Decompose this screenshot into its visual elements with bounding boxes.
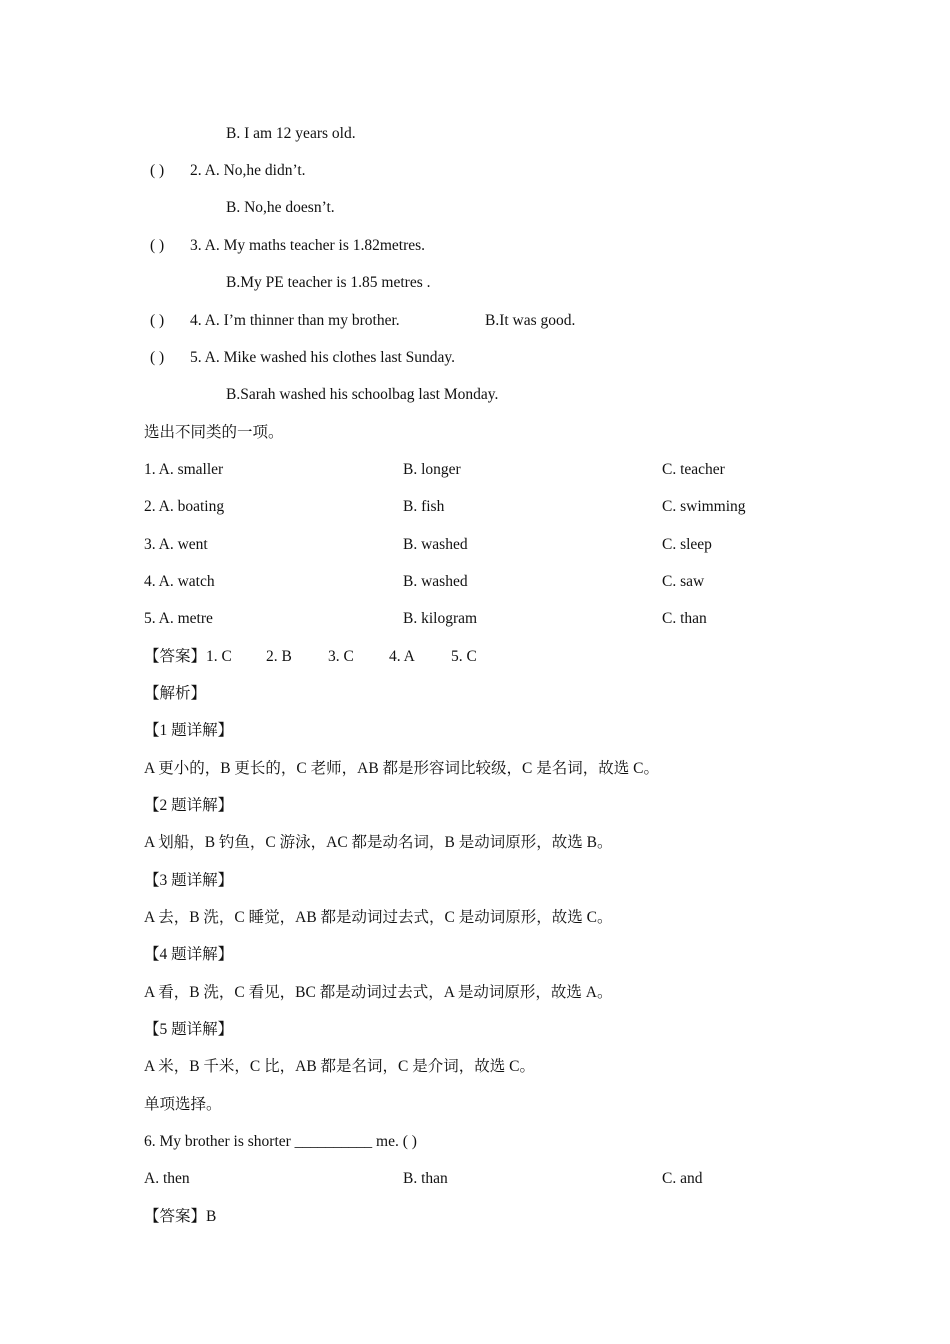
answer-4: 4. A [389, 648, 415, 665]
answer-5: 5. C [451, 648, 477, 665]
odd-q2-option-a: 2. A. boating [144, 498, 225, 515]
q3-option-a: 3. A. My maths teacher is 1.82metres. [190, 237, 426, 254]
odd-q2-option-c: C. swimming [662, 498, 746, 515]
odd-answer-line [144, 647, 477, 667]
detail-2-text: A 划船，B 钓鱼，C 游泳，AC 都是动名词，B 是动词原形，故选 B。 [144, 834, 613, 851]
q6-option-a: A. then [144, 1170, 190, 1187]
detail-5-text: A 米，B 千米，C 比，AB 都是名词，C 是介词，故选 C。 [144, 1058, 535, 1075]
q6-stem: 6. My brother is shorter __________ me. ( ) [144, 1133, 417, 1150]
odd-q3-option-b: B. washed [403, 536, 468, 553]
q4-option-a: 4. A. I’m thinner than my brother. [190, 312, 400, 329]
detail-4-text: A 看，B 洗，C 看见，BC 都是动词过去式，A 是动词原形，故选 A。 [144, 984, 613, 1001]
section-heading-single-choice: 单项选择。 [144, 1096, 222, 1113]
detail-3-text: A 去，B 洗，C 睡觉，AB 都是动词过去式，C 是动词原形，故选 C。 [144, 909, 613, 926]
q6-answer: 【答案】B [144, 1208, 217, 1225]
odd-q3-option-a: 3. A. went [144, 536, 208, 553]
detail-1-title: 【1 题详解】 [144, 722, 234, 739]
q6-option-b: B. than [403, 1170, 448, 1187]
odd-q1-option-c: C. teacher [662, 461, 725, 478]
q5-option-a: 5. A. Mike washed his clothes last Sunday. [190, 349, 456, 366]
odd-q4-option-a: 4. A. watch [144, 573, 215, 590]
q6-option-c: C. and [662, 1170, 703, 1187]
answer-label: 【答案】 [144, 648, 207, 665]
q3-option-b: B.My PE teacher is 1.85 metres . [226, 274, 431, 291]
q3-answer-bracket: ( ) [150, 237, 165, 254]
odd-q5-option-b: B. kilogram [403, 610, 478, 627]
q4-option-b: B.It was good. [485, 312, 576, 329]
detail-4-title: 【4 题详解】 [144, 946, 234, 963]
q5-option-b: B.Sarah washed his schoolbag last Monday. [226, 386, 499, 403]
odd-q5-option-c: C. than [662, 610, 707, 627]
odd-q5-option-a: 5. A. metre [144, 610, 213, 627]
analysis-label: 【解析】 [144, 685, 207, 702]
section-heading-odd-one-out: 选出不同类的一项。 [144, 424, 284, 441]
q2-option-b: B. No,he doesn’t. [226, 199, 335, 216]
q2-option-a: 2. A. No,he didn’t. [190, 162, 306, 179]
answer-2: 2. B [266, 648, 292, 665]
detail-3-title: 【3 题详解】 [144, 872, 234, 889]
odd-q4-option-c: C. saw [662, 573, 705, 590]
detail-2-title: 【2 题详解】 [144, 797, 234, 814]
detail-1-text: A 更小的，B 更长的，C 老师，AB 都是形容词比较级，C 是名词，故选 C。 [144, 760, 659, 777]
odd-q2-option-b: B. fish [403, 498, 445, 515]
answer-1: 1. C [206, 648, 232, 665]
odd-q1-option-b: B. longer [403, 461, 461, 478]
q5-answer-bracket: ( ) [150, 349, 165, 366]
answer-3: 3. C [328, 648, 354, 665]
q2-answer-bracket: ( ) [150, 162, 165, 179]
detail-5-title: 【5 题详解】 [144, 1021, 234, 1038]
odd-q4-option-b: B. washed [403, 573, 468, 590]
odd-q1-option-a: 1. A. smaller [144, 461, 224, 478]
q1-option-b: B. I am 12 years old. [226, 125, 356, 142]
q4-answer-bracket: ( ) [150, 312, 165, 329]
odd-q3-option-c: C. sleep [662, 536, 712, 553]
